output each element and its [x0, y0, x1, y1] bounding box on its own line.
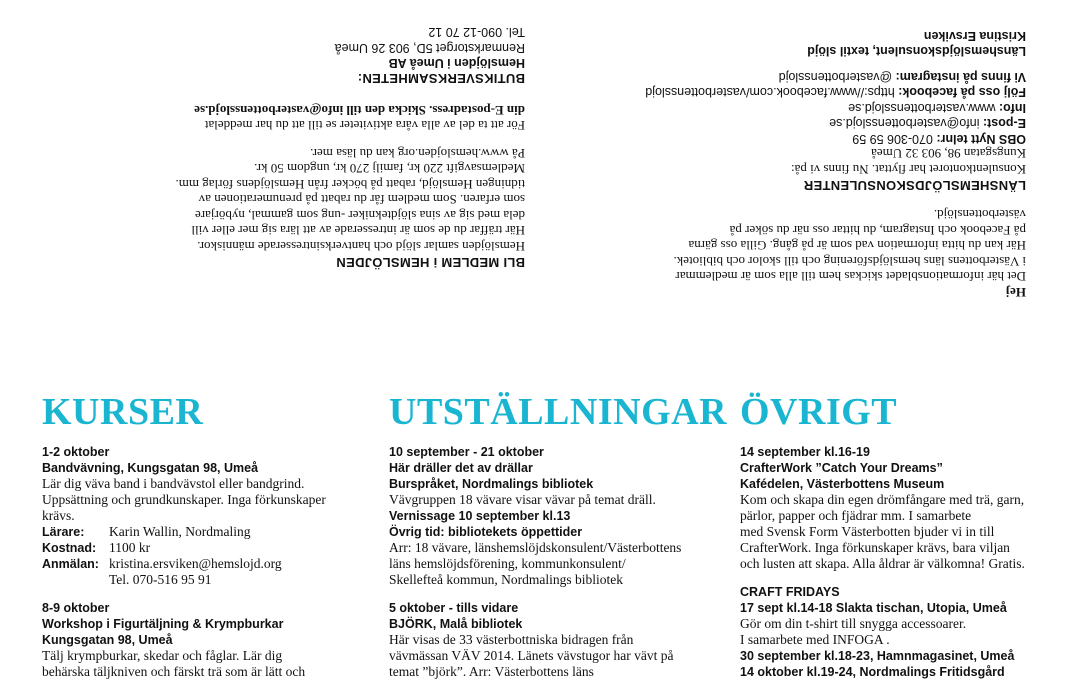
ovrigt-column: [740, 392, 1070, 680]
exhibition-title: BJÖRK, Malå bibliotek: [389, 617, 523, 631]
kurser-column: [42, 392, 362, 680]
phone-number: 070-306 59 59: [852, 132, 933, 146]
event-description: pärlor, papper och fjädrar mm. I samarbete: [740, 508, 972, 523]
instagram-handle: @vasterbottensslojd: [778, 70, 893, 84]
exhibition-title: Här dräller det av drällar: [389, 461, 533, 475]
membership-read-more: På www.hemslojden.org kan du läsa mer.: [310, 146, 525, 161]
exhibition-description: temat ”björk”. Arr: Västerbottens läns: [389, 664, 594, 679]
exhibition-place: Burspråket, Nordmalings bibliotek: [389, 477, 594, 491]
exhibition-date: 5 oktober - tills vidare: [389, 601, 519, 615]
cost-value: 1100 kr: [109, 540, 151, 555]
event-description: och lusten att skapa. Alla åldrar är välkomna! Gratis.: [740, 556, 1025, 571]
course-description: behärska täljkniven och färskt trä som är lätt och: [42, 664, 306, 679]
exhibition-vernissage: Vernissage 10 september kl.13: [389, 509, 571, 523]
info-label: Info:: [998, 101, 1026, 115]
course-description: Uppsättning och grundkunskaper. Inga förkunskaper: [42, 492, 326, 507]
exhibition-hours: Övrig tid: bibliotekets öppettider: [389, 525, 583, 539]
teacher-row: [42, 524, 362, 540]
course-description: krävs.: [42, 508, 75, 523]
cost-label: Kostnad:: [42, 541, 97, 555]
office-address: Kungsgatan 98, 903 32 Umeå: [871, 146, 1026, 162]
course-description: Tälj krympburkar, skedar och fåglar. Lär dig: [42, 648, 283, 663]
signup-label: Anmälan:: [42, 557, 99, 571]
craft-friday-event: 14 oktober kl.19-24, Nordmalings Fritidsgård: [740, 665, 1005, 679]
flipped-info-column: [556, 28, 1026, 301]
course-title: Workshop i Figurtäljning & Krympburkar: [42, 617, 284, 631]
craft-fridays-heading: CRAFT FRIDAYS: [740, 585, 840, 599]
shop-heading: BUTIKSVERKSAMHETEN:: [357, 71, 525, 87]
kurser-title: KURSER: [42, 391, 204, 433]
email-label: E-post:: [982, 116, 1026, 131]
intro-line: Här kan du hitta information vad som är på gång. Gilla oss gärna: [688, 238, 1026, 254]
craft-friday-description: Gör om din t-shirt till snygga accessoarer.: [740, 616, 967, 631]
upside-down-section: [0, 0, 1080, 300]
membership-line: tidningen Hemslöjd, rabatt på böcker från Hemslöjdens förlag mm.: [175, 177, 525, 192]
exhibition-description: Här visas de 33 västerbottniska bidragen från: [389, 632, 634, 647]
ovrigt-title: ÖVRIGT: [740, 391, 898, 433]
instagram-label: Vi finns på instagram:: [895, 70, 1026, 84]
flipped-membership-column: [45, 24, 525, 270]
utstallningar-title: UTSTÄLLNINGAR: [389, 391, 728, 433]
craft-friday-event: 30 september kl.18-23, Hamnmagasinet, Umeå: [740, 649, 1015, 663]
exhibition-organizers: läns hemslöjdsförening, kommunkonsulent/: [389, 556, 626, 571]
consultant-role: Länshemslöjdskonsulent, textil slöjd: [807, 44, 1026, 59]
event-date: 14 september kl.16-19: [740, 445, 870, 459]
exhibition-description: Vävgruppen 18 vävare visar vävar på temat dräll.: [389, 492, 656, 507]
shop-phone: Tel. 090-12 70 12: [428, 25, 525, 40]
exhibition-description: vävmässan VÄV 2014. Länets vävstugor har vävt på: [389, 648, 674, 663]
consultant-heading: LÄNSHEMSLÖJDSKONSULENTER: [803, 178, 1026, 193]
teacher-value: Karin Wallin, Nordmaling: [109, 524, 251, 539]
course-date: 8-9 oktober: [42, 601, 110, 615]
signup-phone-row: [42, 572, 362, 588]
membership-line: dela med sig av sina slöjdtekniker -ung som gammal, nybörjare: [195, 208, 525, 223]
email-address: info@vasterbottensslojd.se: [829, 116, 980, 131]
craft-friday-event: 17 sept kl.14-18 Slakta tischan, Utopia, Umeå: [740, 601, 1007, 615]
membership-heading: BLI MEDLEM i HEMSLÖJDEN: [336, 255, 525, 270]
moved-notice: Konsulentkontoret har flyttat. Nu finns vi på:: [790, 162, 1026, 177]
shop-company: Hemslöjden i Umeå AB: [388, 56, 525, 71]
intro-line: i Västerbottens läns hemslöjdsförening och till skolor och bibliotek.: [673, 254, 1026, 269]
membership-line: som erfaren. Som medlem får du rabatt på prenumerationen av: [198, 192, 525, 208]
exhibition-date: 10 september - 21 oktober: [389, 445, 544, 459]
teacher-label: Lärare:: [42, 525, 85, 539]
consultant-name: Kristina Ersviken: [923, 29, 1026, 43]
craft-friday-description: I samarbete med INFOGA .: [740, 632, 890, 647]
membership-fee: Medlemsavgift 220 kr, familj 270 kr, ungdom 50 kr.: [254, 161, 525, 177]
shop-address: Renmarkstorget 5D, 903 26 Umeå: [334, 41, 525, 55]
course-title: Bandvävning, Kungsgatan 98, Umeå: [42, 461, 259, 475]
facebook-url: https://www.facebook.com/vasterbottensslojd: [645, 85, 895, 100]
facebook-label: Följ oss på facebook:: [898, 85, 1026, 100]
event-place: Kafédelen, Västerbottens Museum: [740, 477, 945, 491]
cost-row: [42, 540, 362, 556]
event-description: Kom och skapa din egen drömfångare med trä, garn,: [740, 492, 1025, 507]
course-date: 1-2 oktober: [42, 445, 110, 459]
exhibition-organizers: Skellefteå kommun, Nordmalings bibliotek: [389, 572, 623, 587]
website: www.vasterbottensslojd.se: [848, 101, 996, 115]
phone-label: OBS Nytt telnr:: [936, 132, 1026, 146]
signup-phone: Tel. 070-516 95 91: [109, 572, 212, 587]
email-request: För att ta del av alla våra aktiviteter se till att du har meddelat: [204, 118, 525, 134]
intro-line: Det här informationsbladet skickas hem till alla som är medlemmar: [675, 269, 1026, 285]
course-place: Kungsgatan 98, Umeå: [42, 633, 173, 647]
event-description: med Svensk Form Västerbotten bjuder vi in till: [740, 524, 995, 539]
event-description: CrafterWork. Inga förkunskaper krävs, bara viljan: [740, 540, 1010, 555]
course-description: Lär dig väva band i bandvävstol eller bandgrind.: [42, 476, 305, 491]
intro-line: på Facebook och Instagram, du hittar oss när du söker på: [729, 223, 1026, 238]
event-title: CrafterWork ”Catch Your Dreams”: [740, 461, 943, 475]
membership-line: Här träffar du de som är intresserade av att lära sig mer eller vill: [191, 223, 525, 239]
utstallningar-column: [389, 391, 728, 680]
email-request: din E-postadress. Skicka den till info@vasterbottensslojd.se: [194, 103, 525, 118]
signup-email: kristina.ersviken@hemslojd.org: [109, 556, 282, 571]
membership-line: Hemslöjden samlar slöjd och hantverksintresserade människor.: [197, 239, 525, 254]
intro-line: västerbottenslöjd.: [933, 207, 1026, 223]
signup-row: [42, 556, 362, 572]
exhibition-organizers: Arr: 18 vävare, länshemslöjdskonsulent/Västerbottens: [389, 540, 682, 555]
greeting: Hej: [1005, 285, 1026, 300]
